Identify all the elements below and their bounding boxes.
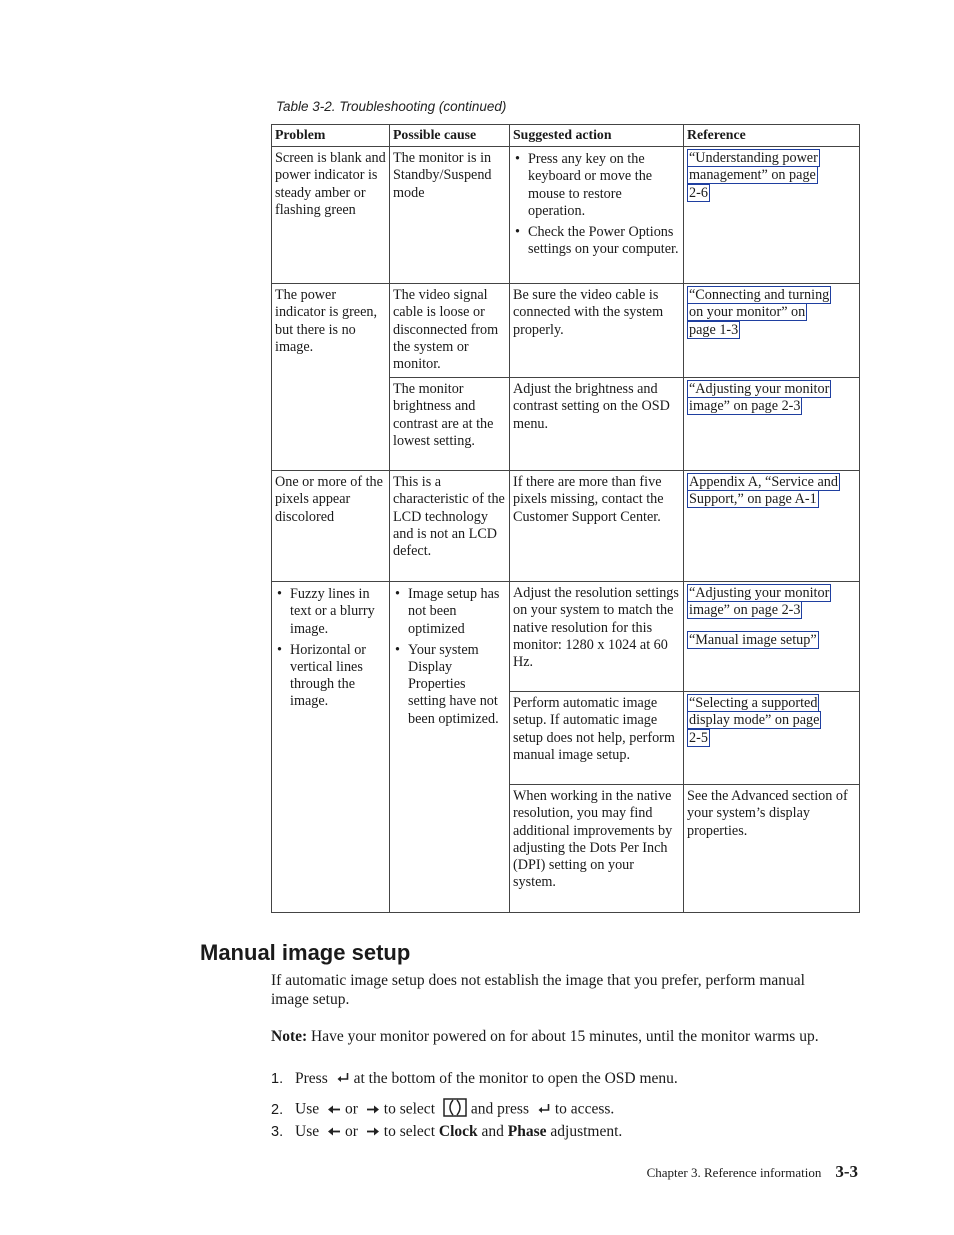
list-item: • Press any key on the keyboard or move the mouse to restore operation. — [528, 151, 680, 220]
note-paragraph — [271, 1027, 841, 1046]
page-number: 3-3 — [835, 1162, 858, 1181]
cause-cell: The monitor brightness and contrast are at the lowest setting. — [390, 378, 510, 471]
problem-cell: The power indicator is green, but there is no image. — [272, 284, 390, 471]
reference-cell — [684, 471, 860, 582]
list-item: • Image setup has not been optimized — [408, 586, 506, 638]
step-text: or — [344, 1100, 358, 1118]
step-text: and press — [470, 1100, 529, 1118]
reference-cell — [684, 378, 860, 471]
note-text: Have your monitor powered on for about 15 minutes, until the monitor warms up. — [307, 1028, 819, 1045]
header-problem: Problem — [272, 125, 390, 147]
reference-link[interactable]: image” on page 2-3 — [689, 602, 801, 619]
list-item: • Check the Power Options settings on your computer. — [528, 224, 680, 258]
reference-cell — [684, 692, 860, 785]
step-number: 1. — [271, 1071, 284, 1087]
step-text: and — [481, 1123, 504, 1140]
reference-link[interactable]: “Selecting a supported — [689, 695, 818, 712]
reference-link[interactable]: “Adjusting your monitor — [689, 585, 830, 602]
action-cell: Adjust the brightness and contrast setting on the OSD menu. — [510, 378, 684, 471]
reference-link[interactable]: management” on page — [689, 167, 816, 184]
reference-cell — [684, 147, 860, 284]
reference-link[interactable]: Support,” on page A-1 — [689, 491, 817, 508]
step-text: Use — [295, 1100, 320, 1118]
step-text: Press — [295, 1070, 328, 1087]
header-reference: Reference — [684, 125, 860, 147]
list-item: • Your system Display Properties setting have not been optimized. — [408, 642, 506, 728]
list-item: • Horizontal or vertical lines through the image. — [290, 642, 386, 711]
reference-link[interactable]: “Adjusting your monitor — [689, 381, 830, 398]
list-item: • Fuzzy lines in text or a blurry image. — [290, 586, 386, 638]
enter-icon — [336, 1070, 350, 1089]
header-possible-cause: Possible cause — [390, 125, 510, 147]
reference-cell — [684, 284, 860, 378]
reference-link[interactable]: “Manual image setup” — [689, 631, 817, 648]
step-1 — [271, 1069, 678, 1089]
cause-cell: This is a characteristic of the LCD technology and is not an LCD defect. — [390, 471, 510, 582]
page-footer — [647, 1162, 858, 1182]
action-cell: Be sure the video cable is connected with the system properly. — [510, 284, 684, 378]
section-title: Manual image setup — [200, 940, 411, 965]
table-row — [272, 582, 860, 692]
table-row — [272, 471, 860, 582]
table-row — [272, 284, 860, 378]
intro-paragraph: If automatic image setup does not establish the image that you prefer, perform manual image setup. — [271, 972, 805, 1009]
problem-cell — [272, 582, 390, 913]
step-text: or — [344, 1123, 358, 1140]
troubleshooting-table — [271, 124, 860, 913]
problem-cell: One or more of the pixels appear discolored — [272, 471, 390, 582]
step-text: to access. — [554, 1100, 615, 1118]
step-text: to select — [383, 1123, 435, 1140]
enter-icon — [537, 1101, 551, 1120]
cause-cell: The monitor is in Standby/Suspend mode — [390, 147, 510, 284]
reference-link[interactable]: “Connecting and turning — [689, 287, 830, 304]
problem-cell: Screen is blank and power indicator is steady amber or flashing green — [272, 147, 390, 284]
table-header-row — [272, 125, 860, 147]
action-cell: Perform automatic image setup. If automatic image setup does not help, perform manual image setup. — [510, 692, 684, 785]
left-arrow-icon — [327, 1101, 341, 1120]
reference-link[interactable]: page 1-3 — [689, 321, 739, 338]
right-arrow-icon — [366, 1123, 380, 1142]
phase-term: Phase — [507, 1123, 547, 1140]
reference-link[interactable]: 2-5 — [689, 729, 708, 746]
reference-link[interactable]: display mode” on page — [689, 712, 820, 729]
step-text: to select — [383, 1100, 435, 1118]
reference-link[interactable]: “Understanding power — [689, 150, 818, 167]
cause-cell — [390, 582, 510, 913]
right-arrow-icon — [366, 1101, 380, 1120]
image-setup-icon — [443, 1098, 467, 1122]
step-2 — [271, 1098, 614, 1122]
step-text: adjustment. — [550, 1123, 623, 1140]
action-cell: When working in the native resolution, you may find additional improvements by adjusting the Dots Per Inch (DPI) setting on your system. — [510, 785, 684, 913]
chapter-label: Chapter 3. Reference information — [646, 1165, 822, 1180]
reference-cell: See the Advanced section of your system’s display properties. — [684, 785, 860, 913]
reference-cell — [684, 582, 860, 692]
reference-link[interactable]: 2-6 — [689, 184, 708, 201]
step-number: 2. — [271, 1101, 284, 1118]
reference-link[interactable]: on your monitor” on — [689, 304, 806, 321]
step-text: Use — [295, 1123, 320, 1140]
clock-term: Clock — [438, 1123, 478, 1140]
action-cell: Adjust the resolution settings on your system to match the native resolution for this monitor: 1280 x 1024 at 60 Hz. — [510, 582, 684, 692]
step-3 — [271, 1122, 622, 1142]
step-number: 3. — [271, 1124, 284, 1140]
table-caption: Table 3-2. Troubleshooting (continued) — [276, 99, 507, 114]
cause-cell: The video signal cable is loose or disconnected from the system or monitor. — [390, 284, 510, 378]
header-suggested-action: Suggested action — [510, 125, 684, 147]
reference-link[interactable]: image” on page 2-3 — [689, 398, 801, 415]
note-label: Note: — [271, 1028, 308, 1045]
action-cell: If there are more than five pixels missing, contact the Customer Support Center. — [510, 471, 684, 582]
step-text: at the bottom of the monitor to open the OSD menu. — [353, 1070, 678, 1087]
left-arrow-icon — [327, 1123, 341, 1142]
reference-link[interactable]: Appendix A, “Service and — [689, 474, 838, 491]
action-cell — [510, 147, 684, 284]
table-row — [272, 147, 860, 284]
